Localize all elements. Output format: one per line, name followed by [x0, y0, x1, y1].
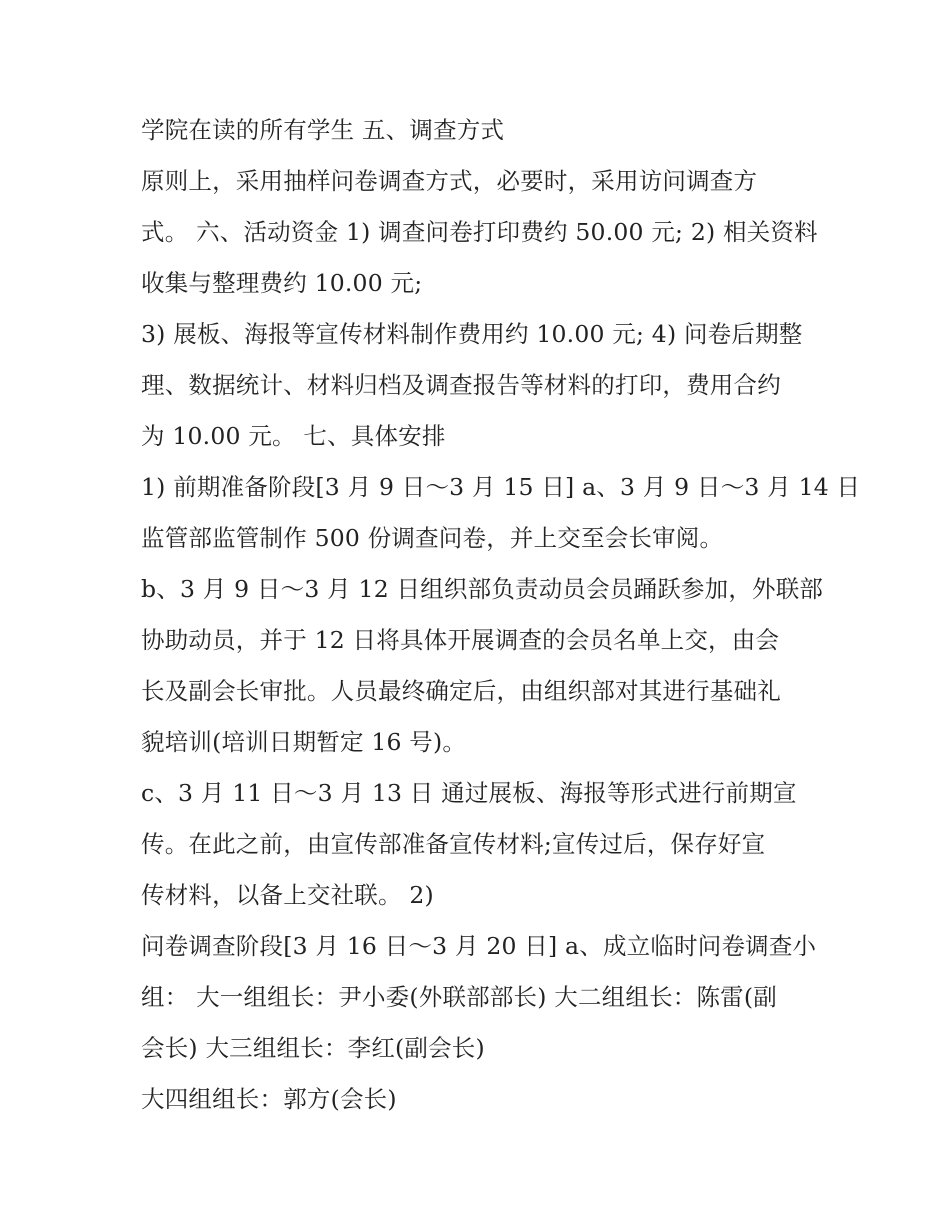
text-line: 原则上，采用抽样问卷调查方式，必要时，采用访问调查方	[141, 167, 758, 195]
text-line: c、3 月 11 日～3 月 13 日 通过展板、海报等形式进行前期宣	[141, 779, 797, 807]
text-line: 协助动员，并于 12 日将具体开展调查的会员名单上交，由会	[141, 626, 780, 654]
text-line: 式。 六、活动资金 1) 调查问卷打印费约 50.00 元; 2) 相关资料	[141, 218, 818, 246]
text-line: 大四组组长：郭方(会长)	[141, 1085, 397, 1113]
text-line: 收集与整理费约 10.00 元;	[141, 269, 423, 297]
text-line: 1) 前期准备阶段[3 月 9 日～3 月 15 日] a、3 月 9 日～3 月 14 日	[141, 473, 861, 501]
text-line: 长及副会长审批。人员最终确定后，由组织部对其进行基础礼	[141, 677, 781, 705]
text-line: 3) 展板、海报等宣传材料制作费用约 10.00 元; 4) 问卷后期整	[141, 320, 803, 348]
text-line: 组： 大一组组长：尹小委(外联部部长) 大二组组长：陈雷(副	[141, 983, 777, 1011]
text-line: 貌培训(培训日期暂定 16 号)。	[141, 728, 467, 756]
text-line: 传材料，以备上交社联。 2)	[141, 881, 434, 909]
text-line: b、3 月 9 日～3 月 12 日组织部负责动员会员踊跃参加，外联部	[141, 575, 824, 603]
text-line: 为 10.00 元。 七、具体安排	[141, 422, 446, 450]
text-line: 传。在此之前，由宣传部准备宣传材料;宣传过后，保存好宣	[141, 830, 766, 858]
text-line: 学院在读的所有学生 五、调查方式	[141, 116, 505, 144]
text-line: 问卷调查阶段[3 月 16 日～3 月 20 日] a、成立临时问卷调查小	[141, 932, 817, 960]
text-line: 监管部监管制作 500 份调查问卷，并上交至会长审阅。	[141, 524, 724, 552]
document-body	[141, 108, 861, 1128]
text-line: 会长) 大三组组长：李红(副会长)	[141, 1034, 485, 1062]
text-line: 理、数据统计、材料归档及调查报告等材料的打印，费用合约	[141, 371, 781, 399]
